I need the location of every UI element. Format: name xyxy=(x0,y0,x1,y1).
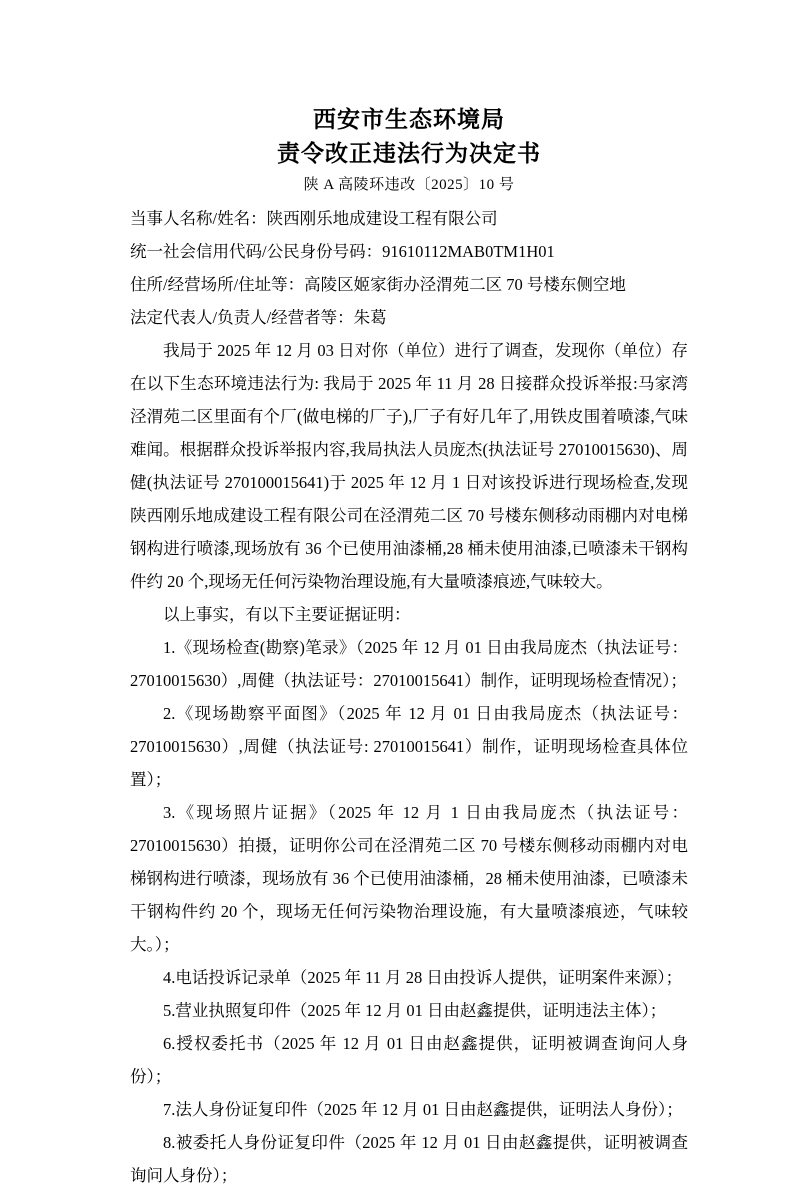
document-header xyxy=(130,102,688,200)
evidence-item-1: 1.《现场检查(勘察)笔录》（2025 年 12 月 01 日由我局庞杰（执法证号：27010015630）,周健（执法证号：27010015641）制作，证明现场检查情况）； xyxy=(130,638,688,690)
document-title: 责令改正违法行为决定书 xyxy=(277,140,541,166)
address-field: 住所/经营场所/住址等：高陵区姬家街办泾渭苑二区 70 号楼东侧空地 xyxy=(130,275,626,294)
evidence-intro: 以上事实，有以下主要证据证明： xyxy=(163,605,411,624)
legal-representative-field: 法定代表人/负责人/经营者等：朱葛 xyxy=(130,308,387,327)
evidence-item-3: 3.《现场照片证据》（2025 年 12 月 1 日由我局庞杰（执法证号：27010015630）拍摄，证明你公司在泾渭苑二区 70 号楼东侧移动雨棚内对电梯钢构进行喷漆，现场放有 36 个已使用油漆桶，28 桶未使用油漆，已喷漆未干钢构件约 20 个，现场无任何污染物治理设施，有大量喷漆痕迹，气味较大。）； xyxy=(130,803,688,954)
evidence-item-2: 2.《现场勘察平面图》（2025 年 12 月 01 日由我局庞杰（执法证号：27010015630）,周健（执法证号: 27010015641）制作，证明现场检查具体位置）； xyxy=(130,704,688,789)
party-name-field: 当事人名称/姓名：陕西刚乐地成建设工程有限公司 xyxy=(130,209,498,228)
evidence-item-6: 6.授权委托书（2025 年 12 月 01 日由赵鑫提供，证明被调查询问人身份）； xyxy=(130,1034,688,1086)
document-number: 陕 A 高陵环违改〔2025〕10 号 xyxy=(303,177,515,193)
evidence-item-8: 8.被委托人身份证复印件（2025 年 12 月 01 日由赵鑫提供，证明被调查询问人身份）； xyxy=(130,1133,688,1185)
document-body xyxy=(130,202,688,1192)
agency-title: 西安市生态环境局 xyxy=(313,106,505,132)
investigation-facts-paragraph: 我局于 2025 年 12 月 03 日对你（单位）进行了调查，发现你（单位）存在以下生态环境违法行为: 我局于 2025 年 11 月 28 日接群众投诉举报:马家湾泾渭苑二区里面有个厂(做电梯的厂子),厂子有好几年了,用铁皮围着喷漆,气味难闻。根据群众投诉举报内容,我局执法人员庞杰(执法证号 27010015630)、周健(执法证号 270100015641)于 2025 年 12 月 1 日对该投诉进行现场检查,发现陕西刚乐地成建设工程有限公司在泾渭苑二区 70 号楼东侧移动雨棚内对电梯钢构进行喷漆,现场放有 36 个已使用油漆桶,28 桶未使用油漆,已喷漆未干钢构件约 20 个,现场无任何污染物治理设施,有大量喷漆痕迹,气味较大。 xyxy=(130,341,688,591)
evidence-item-5: 5.营业执照复印件（2025 年 12 月 01 日由赵鑫提供，证明违法主体）； xyxy=(163,1001,667,1020)
credit-code-field: 统一社会信用代码/公民身份号码：91610112MAB0TM1H01 xyxy=(130,242,555,261)
evidence-item-4: 4.电话投诉记录单（2025 年 11 月 28 日由投诉人提供，证明案件来源）； xyxy=(163,968,683,987)
evidence-item-7: 7.法人身份证复印件（2025 年 12 月 01 日由赵鑫提供，证明法人身份）； xyxy=(163,1100,683,1119)
